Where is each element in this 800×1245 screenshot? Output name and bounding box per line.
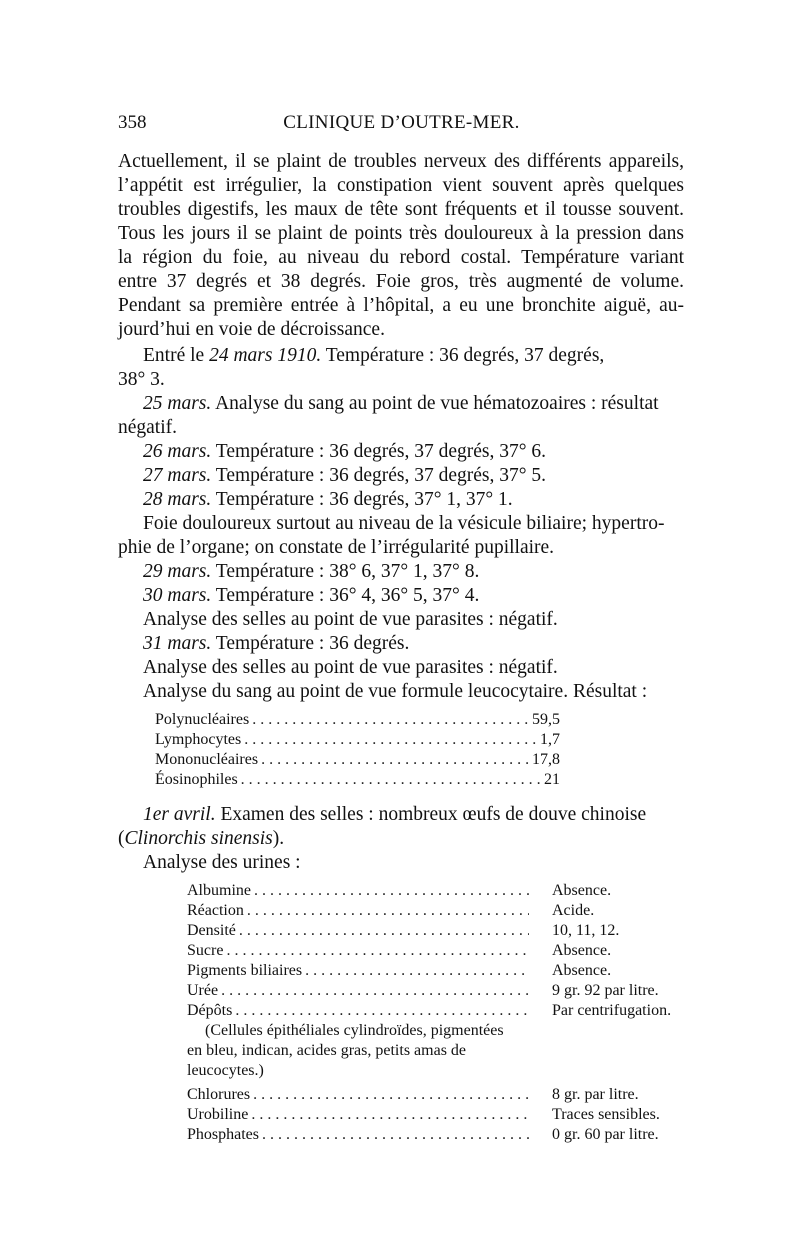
deposits-note: en bleu, indican, acides gras, petits amas de (187, 1042, 467, 1059)
table-row: Pigments biliaires . . . (187, 961, 532, 981)
text-line: Analyse des selles au point de vue parasites : négatif. (143, 609, 558, 630)
running-title: CLINIQUE D’OUTRE-MER. (283, 112, 520, 133)
entry-date: 26 mars. (143, 441, 212, 462)
table-cell: Acide. (552, 902, 595, 919)
text-line: entre 37 degrés et 38 degrés. Foie gros, très augmenté de volume. (118, 271, 684, 292)
text-line: Analyse des urines : (143, 852, 301, 873)
text-line: Tous les jours il se plaint de points très douloureux à la pression dans (118, 223, 684, 244)
table-cell: 8 gr. par litre. (552, 1086, 639, 1103)
entry-date: 25 mars. (143, 393, 212, 414)
table-cell: Par centrifugation. (552, 1002, 672, 1019)
entry-date: 1er avril. (143, 804, 216, 825)
log-entry: 25 mars. Analyse du sang au point de vue hématozoaires : résultat (143, 393, 659, 414)
entry-date: 24 mars 1910. (209, 345, 322, 366)
entry-line: Entré le 24 mars 1910. Température : 36 degrés, 37 degrés, (143, 345, 605, 366)
text-line: phie de l’organe; on constate de l’irrégularité pupillaire. (118, 537, 555, 558)
text-line: (Clinorchis sinensis). (118, 828, 285, 849)
table-row: Urée . . . (187, 981, 532, 1001)
entry-date: 29 mars. (143, 561, 212, 582)
text-line: Analyse des selles au point de vue parasites : négatif. (143, 657, 558, 678)
log-entry: 29 mars. Température : 38° 6, 37° 1, 37° 8. (143, 561, 480, 582)
log-entry: 28 mars. Température : 36 degrés, 37° 1, 37° 1. (143, 489, 513, 510)
table-row: Dépôts . . . (187, 1001, 532, 1021)
page-number: 358 (118, 112, 147, 133)
log-entry: 31 mars. Température : 36 degrés. (143, 633, 410, 654)
text-line: l’appétit est irrégulier, la constipation vient souvent après quelques (118, 175, 684, 196)
log-entry: 26 mars. Température : 36 degrés, 37 degrés, 37° 6. (143, 441, 547, 462)
table-cell: Absence. (552, 942, 612, 959)
table-row: Urobiline . . . (187, 1105, 532, 1125)
text-line: Analyse du sang au point de vue formule leucocytaire. Résultat : (143, 681, 648, 702)
log-entry: 30 mars. Température : 36° 4, 36° 5, 37° 4. (143, 585, 480, 606)
entry-date: 31 mars. (143, 633, 212, 654)
text-line: 38° 3. (118, 369, 165, 390)
text-line: négatif. (118, 417, 178, 438)
text-line: troubles digestifs, les maux de tête sont fréquents et il tousse souvent. (118, 199, 684, 220)
entry-date: 27 mars. (143, 465, 212, 486)
text-line: Actuellement, il se plaint de troubles nerveux des différents appareils, (118, 151, 684, 172)
table-cell: 9 gr. 92 par litre. (552, 982, 659, 999)
deposits-note: (Cellules épithéliales cylindroïdes, pigmentées (205, 1022, 504, 1039)
table-row: Réaction . . . (187, 901, 532, 921)
table-row: Albumine . . . (187, 881, 532, 901)
table-row: Chlorures . . . (187, 1085, 532, 1105)
page-header (118, 112, 685, 142)
table-row: Éosinophiles . . . 21 (155, 770, 560, 790)
species-name: Clinorchis sinensis (124, 828, 273, 849)
table-cell: Absence. (552, 962, 612, 979)
text-line: la région du foie, au niveau du rebord costal. Température variant (118, 247, 684, 268)
table-cell: 0 gr. 60 par litre. (552, 1126, 659, 1143)
log-entry: 1er avril. Examen des selles : nombreux œufs de douve chinoise (143, 804, 647, 825)
log-entry: 27 mars. Température : 36 degrés, 37 degrés, 37° 5. (143, 465, 547, 486)
text-line: Foie douloureux surtout au niveau de la vésicule biliaire; hypertro- (143, 513, 665, 534)
table-row: Polynucléaires . . . 59,5 (155, 710, 560, 730)
table-cell: Traces sensibles. (552, 1106, 660, 1123)
table-row: Mononucléaires . . . 17,8 (155, 750, 560, 770)
table-cell: Absence. (552, 882, 612, 899)
deposits-note: leucocytes.) (187, 1062, 264, 1079)
table-row: Phosphates . . . (187, 1125, 532, 1145)
table-row: Sucre . . . (187, 941, 532, 961)
entry-date: 30 mars. (143, 585, 212, 606)
text-line: jourd’hui en voie de décroissance. (118, 319, 385, 340)
text-line: Pendant sa première entrée à l’hôpital, a eu une bronchite aiguë, au- (118, 295, 684, 316)
table-row: Lymphocytes . . . 1,7 (155, 730, 560, 750)
table-cell: 10, 11, 12. (552, 922, 620, 939)
table-row: Densité . . . (187, 921, 532, 941)
entry-date: 28 mars. (143, 489, 212, 510)
